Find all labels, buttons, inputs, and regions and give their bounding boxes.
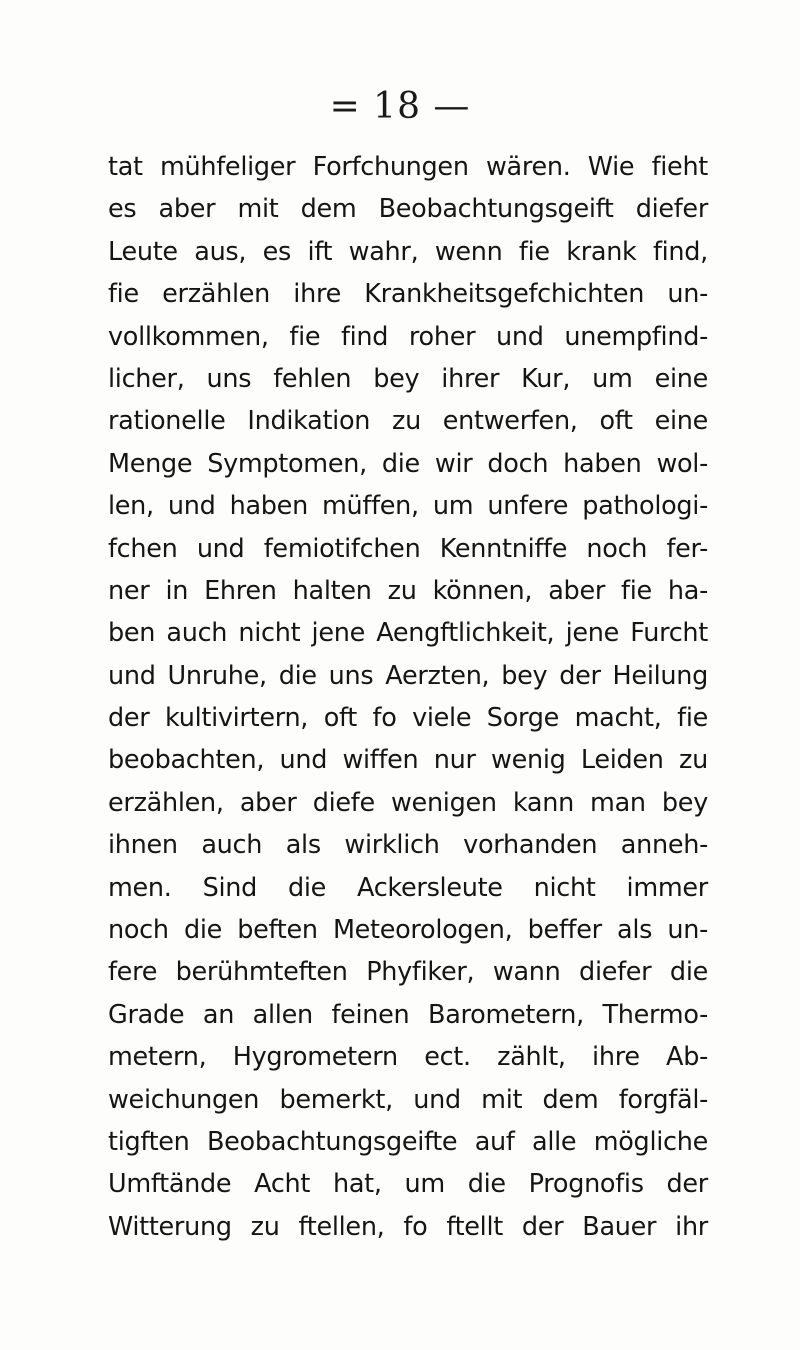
text-line: Leute aus, es ift wahr, wenn fie krank find,: [108, 236, 708, 267]
text-line: tigften Beobachtungsgeifte auf alle mögliche: [108, 1126, 708, 1157]
text-line: erzählen, aber diefe wenigen kann man bey: [108, 787, 708, 818]
text-line: ihnen auch als wirklich vorhanden anneh-: [108, 830, 708, 861]
text-line: men. Sind die Ackersleute nicht immer: [108, 872, 708, 903]
text-line: ner in Ehren halten zu können, aber fie ha-: [108, 575, 708, 606]
text-line: beobachten, und wiffen nur wenig Leiden zu: [108, 745, 708, 776]
page-number-header: = 18 —: [329, 86, 471, 127]
text-line: metern, Hygrometern ect. zählt, ihre Ab-: [108, 1042, 708, 1073]
text-line: ben auch nicht jene Aengftlichkeit, jene Furcht: [108, 618, 708, 649]
text-line: tat mühfeliger Forfchungen wären. Wie fieht: [108, 152, 708, 182]
text-line: fchen und femiotifchen Kenntniffe noch fer-: [108, 533, 708, 564]
text-line: noch die beften Meteorologen, beffer als un-: [108, 915, 708, 946]
text-line: licher, uns fehlen bey ihrer Kur, um eine: [108, 363, 708, 394]
text-line: len, und haben müffen, um unfere pathologi-: [108, 491, 708, 522]
text-line: Menge Symptomen, die wir doch haben wol-: [108, 448, 708, 479]
text-line: weichungen bemerkt, und mit dem forgfäl-: [108, 1084, 708, 1115]
text-line: Grade an allen feinen Barometern, Thermo-: [108, 999, 708, 1030]
text-line: Umftände Acht hat, um die Prognofis der: [108, 1169, 708, 1200]
text-line: es aber mit dem Beobachtungsgeift diefer: [108, 194, 708, 225]
text-line: vollkommen, fie find roher und unempfind-: [108, 321, 708, 352]
text-line: und Unruhe, die uns Aerzten, bey der Heilung: [108, 660, 708, 691]
text-line: fie erzählen ihre Krankheitsgefchichten un-: [108, 279, 708, 310]
text-line: der kultivirtern, oft fo viele Sorge macht, fie: [108, 703, 708, 734]
body-text: [108, 146, 708, 1248]
text-line: rationelle Indikation zu entwerfen, oft eine: [108, 406, 708, 437]
text-line: Witterung zu ftellen, fo ftellt der Bauer ihr: [108, 1211, 708, 1242]
text-line: fere berühmteften Phyfiker, wann diefer die: [108, 957, 708, 988]
